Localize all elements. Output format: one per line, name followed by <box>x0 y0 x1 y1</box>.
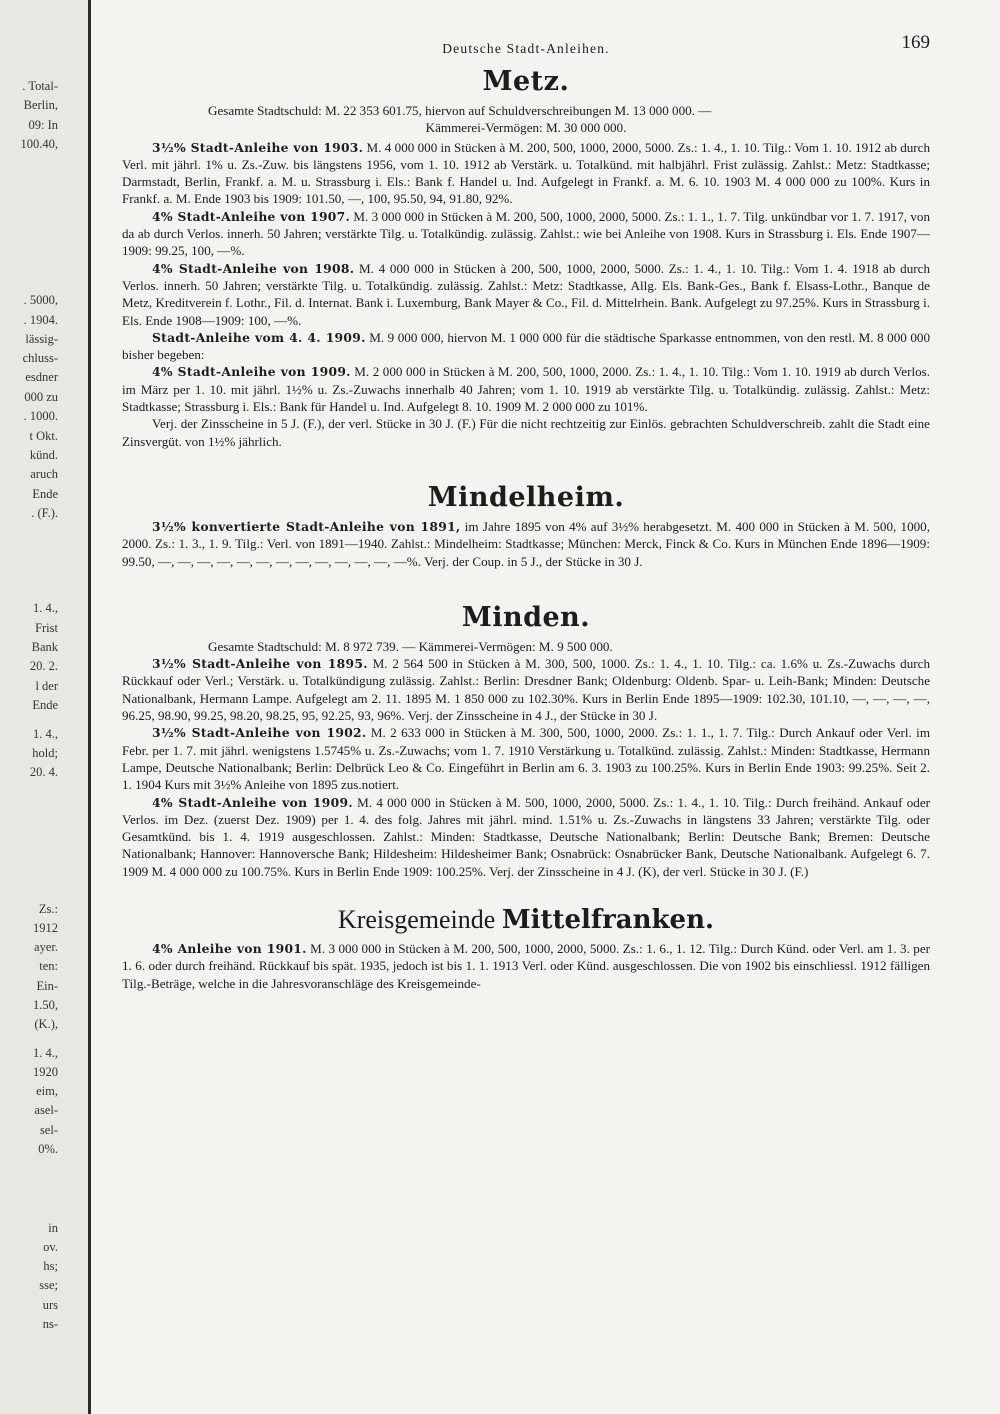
margin-fragment: 0%. <box>38 1142 58 1156</box>
margin-fragment: chluss- <box>22 351 58 365</box>
margin-fragment: Zs.: <box>38 902 58 916</box>
loan-title: 4% Stadt-Anleihe von 1908. <box>152 260 355 276</box>
loan-entry <box>122 794 930 880</box>
loan-title: 4% Anleihe von 1901. <box>152 940 307 956</box>
margin-fragment: 1.50, <box>33 998 58 1012</box>
margin-fragment: t Okt. <box>29 429 58 443</box>
heading-bold: Mittelfranken. <box>501 904 715 935</box>
margin-fragment: 000 zu <box>24 390 58 404</box>
page-binding-rule <box>88 0 91 1414</box>
margin-fragment: Berlin, <box>23 98 58 112</box>
margin-fragment: 1. 4., <box>33 1046 58 1060</box>
margin-fragment: . Total- <box>22 79 58 93</box>
loan-text: M. 4 000 000 in Stücken à 200, 500, 1000, 2000, 5000. Zs.: 1. 4., 1. 10. Tilg.: Vom 1. 4. 1918 ab durch Verlos. innerh. 50 Jahren; verstärkte Tilg. u. Totalkündig. zulässig. Zahlst.: Metz: Stadtkasse, Allg. Els. Bank-Ges., Bank f. Elsass-Lothr., Banque de Metz, Kreditverein f. Lothr., Fil. d. Internat. Bank i. Luxemburg, Bank Mayer & Co., Fil. d. Mittelrhein. Bank. Aufgelegt zu 97.25%. Kurs in Strassburg i. Els. Ende 1908—1909: 100, —%. <box>122 260 930 328</box>
loan-title: 3½% konvertierte Stadt-Anleihe von 1891, <box>152 518 461 534</box>
heading-mittelfranken <box>122 904 930 936</box>
loan-title: 3½% Stadt-Anleihe von 1902. <box>152 725 367 741</box>
loan-text: M. 3 000 000 in Stücken à M. 200, 500, 1000, 2000, 5000. Zs.: 1. 1., 1. 7. Tilg. unkündbar vor 1. 7. 1917, von da ab durch Verlos. innerh. 50 Jahren; verstärkte Tilg. u. Totalkündig. zulässig. Zahlst.: wie bei Anleihe von 1908. Kurs in Strassburg i. Els. Ende 1907—1909: 99.25, 100, —%. <box>122 208 931 259</box>
margin-fragment: 20. 2. <box>29 659 58 673</box>
loan-title: 4% Stadt-Anleihe von 1909. <box>152 794 353 810</box>
heading-prefix: Kreisgemeinde <box>337 904 502 934</box>
loan-text: M. 2 633 000 in Stücken à M. 300, 500, 1000, 2000. Zs.: 1. 1., 1. 7. Tilg.: Durch Ankauf oder Verl. im Febr. per 1. 7. mit jährl. wenigstens 1.5745% u. Zs.-Zuwachs; vom 1. 7. 1910 Verstärkung u. Totalkünd. zulässig. Zahlst.: Minden: Stadtkasse, Hermann Lampe, Deutsche Nationalbank; Berlin: Delbrück Leo & Co. Eingeführt in Berlin am 6. 3. 1903 zu 100.25%. Kurs in Berlin Ende 1903: 99.25%. Seit 2. 1. 1904 Kurs mit 3½% Anleihe von 1895 zus.notiert. <box>122 725 930 793</box>
margin-fragment: lässig- <box>25 332 58 346</box>
margin-fragment: ns- <box>42 1317 58 1331</box>
loan-entry <box>122 139 930 208</box>
margin-fragment: in <box>48 1221 58 1235</box>
loan-title: 4% Stadt-Anleihe von 1909. <box>152 364 351 380</box>
margin-fragment: (K.), <box>34 1017 58 1031</box>
margin-fragment: Frist <box>35 621 58 635</box>
running-title: Deutsche Stadt-Anleihen. <box>442 41 610 56</box>
loan-title: Stadt-Anleihe vom 4. 4. 1909. <box>152 329 366 345</box>
loan-entry <box>122 724 930 793</box>
margin-fragment: . (F.). <box>31 506 58 520</box>
margin-fragment: hs; <box>43 1259 58 1273</box>
section-mittelfranken <box>122 904 930 992</box>
loan-entry <box>122 363 930 415</box>
city-heading-mindelheim: Mindelheim. <box>427 481 625 513</box>
metz-note: Verj. der Zinsscheine in 5 J. (F.), der verl. Stücke in 30 J. (F.) Für die nicht rechtzeitig zur Einlös. gebrachten Schuldverschreib. zahlt die Stadt eine Zinsvergüt. von 1½% jährlich. <box>122 416 930 449</box>
margin-fragment: . 1000. <box>23 409 58 423</box>
margin-fragment: hold; <box>32 746 58 760</box>
loan-text: M. 2 000 000 in Stücken à M. 200, 500, 1000, 2000. Zs.: 1. 4., 1. 10. Tilg.: Vom 1. 10. 1919 ab durch Verlos. im März per 1. 10. mit jährl. 1½% u. Zs.-Zuwachs innerhalb 40 Jahren; vom 1. 10. 1919 ab verstärkte Tilg. u. Totalkündig. zulässig. Zahlst.: Metz: Stadtkasse; Strassburg i. Els.: Bank für Handel u. Ind. Aufgelegt 8. 10. 1909 M. 2 000 000 zu 101%. <box>122 364 930 415</box>
loan-entry <box>122 940 930 992</box>
loan-text: M. 2 564 500 in Stücken à M. 300, 500, 1000. Zs.: 1. 4., 1. 10. Tilg.: ca. 1.6% u. Zs.-Zuwachs durch Rückkauf oder Verl.; Verstärk. u. Totalkündigung zulässig. Zahlst.: Berlin: Dresdner Bank; Oldenburg: Oldenb. Spar- u. Leih-Bank; Minden: Deutsche Nationalbank, Hermann Lampe. Aufgelegt am 2. 11. 1895 M. 1 850 000 zu 102.30%. Kurs in Berlin Ende 1895—1909: 102.30, 101.10, —, —, —, —, 96.25, 98.90, 99.25, 98.20, 98.25, 95, 92.25, 93, 96%. Verj. der Zinsscheine in 4 J., der Stücke in 30 J. <box>122 656 930 724</box>
margin-fragment: aruch <box>30 467 58 481</box>
margin-fragment: Bank <box>31 640 58 654</box>
loan-text: M. 9 000 000, hiervon M. 1 000 000 für die städtische Sparkasse entnommen, von den restl. M. 8 000 000 bisher begeben: <box>122 329 930 363</box>
loan-text: M. 4 000 000 in Stücken à M. 200, 500, 1000, 2000, 5000. Zs.: 1. 4., 1. 10. Tilg.: Vom 1. 10. 1912 ab durch Verl. mit jährl. 1% u. Zs.-Zuw. bis längstens 1956, vom 1. 10. 1912 ab Verstärk. u. Totalkünd. mit halbjährl. Frist zulässig. Zahlst.: Metz: Stadtkasse; Darmstadt, Berlin, Frankf. a. M. u. Strassburg i. Els.: Bank f. Handel u. Ind. Aufgelegt in Frankf. a. M. 6. 10. 1903 M. 4 000 000 zu 100%. Kurs in Frankf. a. M. Ende 1903 bis 1909: 101.50, —, 100, 95.50, 94, 91.80, 92%. <box>122 139 931 207</box>
page-body <box>122 28 930 992</box>
page-number: 169 <box>901 32 930 53</box>
section-minden <box>122 602 930 880</box>
loan-entry <box>122 260 930 329</box>
margin-fragment: 1. 4., <box>33 601 58 615</box>
section-metz <box>122 66 930 450</box>
margin-fragment: 1920 <box>33 1065 58 1079</box>
margin-fragment: ayer. <box>34 940 58 954</box>
section-mindelheim <box>122 482 930 570</box>
city-heading-minden: Minden. <box>461 601 591 633</box>
loan-entry <box>122 329 930 364</box>
margin-fragment: Ende <box>32 487 58 501</box>
previous-page-gutter <box>0 0 88 1414</box>
margin-fragment: esdner <box>25 370 58 384</box>
margin-fragment: 100.40, <box>20 137 58 151</box>
margin-fragment: urs <box>42 1298 58 1312</box>
loan-entry <box>122 655 930 724</box>
margin-fragment: asel- <box>34 1103 58 1117</box>
loan-title: 3½% Stadt-Anleihe von 1903. <box>152 139 364 155</box>
margin-fragment: . 5000, <box>23 293 58 307</box>
margin-fragment: . 1904. <box>23 313 58 327</box>
loan-text: M. 3 000 000 in Stücken à M. 200, 500, 1000, 2000, 5000. Zs.: 1. 6., 1. 12. Tilg.: Durch Künd. oder Verl. am 1. 3. per 1. 6. oder durch freihänd. Rückkauf bis spät. 1935, jedoch ist bis 1. 1. 1913 Verl. oder Künd. ausgeschlossen. Die von 1902 bis einschliessl. 1912 fälligen Tilg.-Beträge, welche in die Jahresvoranschläge des Kreisgemeinde- <box>122 940 930 991</box>
margin-fragment: ov. <box>43 1240 58 1254</box>
loan-title: 3½% Stadt-Anleihe von 1895. <box>152 656 368 672</box>
margin-fragment: 09: In <box>28 118 58 132</box>
margin-fragment: Ende <box>32 698 58 712</box>
margin-fragment: ten: <box>39 959 58 973</box>
metz-assets-summary: Kämmerei-Vermögen: M. 30 000 000. <box>425 120 627 136</box>
margin-fragment: 20. 4. <box>29 765 58 779</box>
running-head <box>122 28 930 62</box>
loan-text: im Jahre 1895 von 4% auf 3½% herabgesetzt. M. 400 000 in Stücken à M. 500, 1000, 2000. Zs.: 1. 3., 1. 9. Tilg.: Verl. von 1891—1940. Zahlst.: Mindelheim: Stadtkasse; München: Merck, Finck & Co. Kurs in München Ende 1896—1909: 99.50, —, —, —, —, —, —, —, —, —, —, —, —, —%. Verj. der Coup. in 5 J., der Stücke in 30 J. <box>122 518 930 569</box>
metz-debt-summary: Gesamte Stadtschuld: M. 22 353 601.75, hiervon auf Schuldverschreibungen M. 13 000 000. — <box>208 103 712 118</box>
margin-fragment: sse; <box>39 1278 58 1292</box>
loan-entry <box>122 208 930 260</box>
city-heading-metz: Metz. <box>482 66 570 97</box>
minden-summary: Gesamte Stadtschuld: M. 8 972 739. — Kämmerei-Vermögen: M. 9 500 000. <box>208 638 613 654</box>
margin-fragment: Ein- <box>36 979 58 993</box>
margin-fragment: 1. 4., <box>33 727 58 741</box>
loan-entry <box>122 518 930 570</box>
loan-text: M. 4 000 000 in Stücken à M. 500, 1000, 2000, 5000. Zs.: 1. 4., 1. 10. Tilg.: Durch freihänd. Ankauf oder Verlos. im Dez. (zuerst Dez. 1909) per 1. 4. des folg. Jahres mit jährl. mind. 1.51% u. Zs.-Zuwachs in längstens 33 Jahren; verstärkte Tilg. oder Gesamtkünd. bis 1. 4. 1919 ausgeschlossen. Zahlst.: Minden: Stadtkasse, Deutsche Nationalbank; Berlin: Deutsche Bank; Bremen: Deutsche Nationalbank; Hannover: Hannoversche Bank; Hildesheim: Hildesheimer Bank; Osnabrück: Osnabrücker Bank, Deutsche Nationalbank. Aufgelegt 6. 7. 1909 M. 4 000 000 zu 100.75%. Kurs in Berlin Ende 1909: 100.25%. Verj. der Zinsscheine in 4 J. (K), der verl. Stücke in 30 J. (F.) <box>122 794 930 879</box>
margin-fragment: sel- <box>39 1123 58 1137</box>
margin-fragment: 1912 <box>33 921 58 935</box>
margin-fragment: eim, <box>36 1084 58 1098</box>
margin-fragment: l der <box>35 679 58 693</box>
margin-fragment: künd. <box>29 448 58 462</box>
loan-title: 4% Stadt-Anleihe von 1907. <box>152 208 351 224</box>
